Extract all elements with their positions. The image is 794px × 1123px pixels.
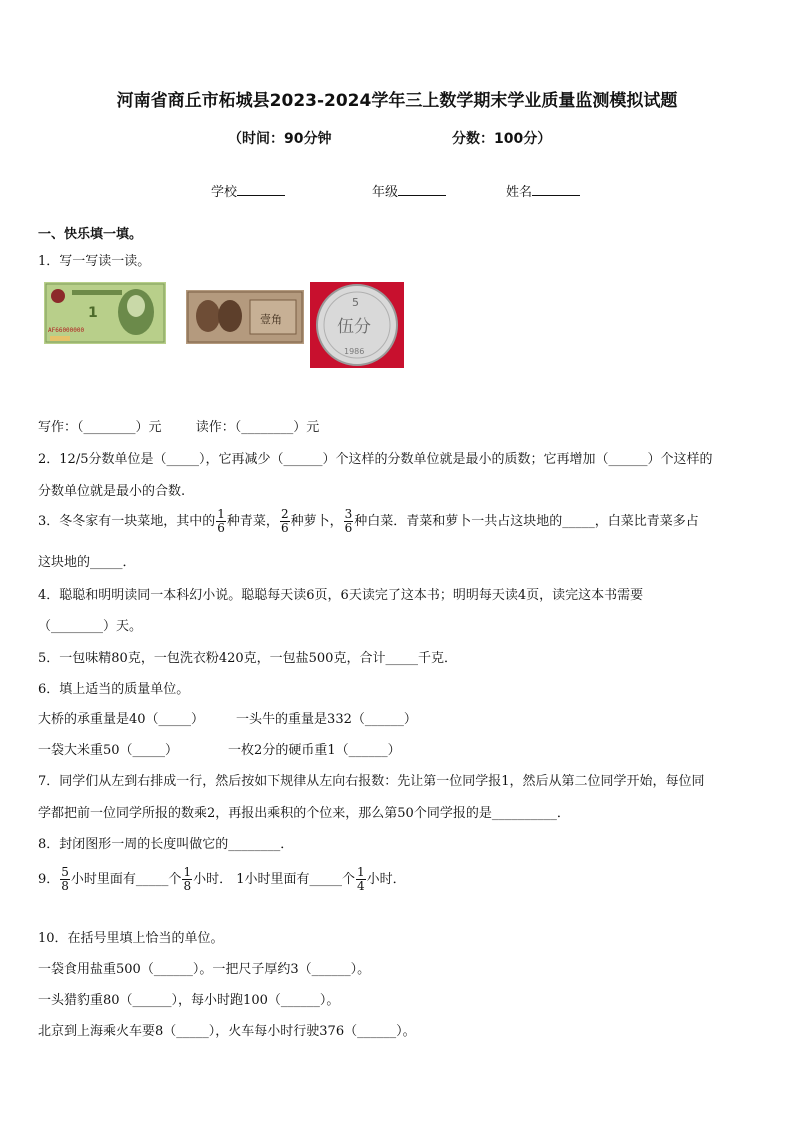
frac-den: 8	[61, 879, 69, 893]
fraction-1-6	[216, 508, 226, 535]
school-field[interactable]	[211, 181, 285, 200]
portrait-right-icon	[218, 300, 242, 332]
fraction-1-4	[356, 866, 366, 893]
q6-row2	[38, 739, 401, 758]
q3-text-a: 3．冬冬家有一块菜地，其中的	[38, 514, 216, 529]
q9-text-d: 小时．	[366, 872, 406, 887]
q6-d: 一枚2分的硬币重1（______）	[228, 743, 401, 758]
section-heading: 一、快乐填一填。	[38, 227, 143, 242]
q1-stem: 1．写一写读一读。	[38, 254, 151, 269]
school-label: 学校	[211, 185, 238, 200]
q2-line1: 2．12/5分数单位是（_____），它再减少（______）个这样的分数单位就是最小的质数；它再增加（______）个这样的	[38, 452, 713, 467]
frac-den: 4	[356, 879, 365, 893]
q10-stem: 10．在括号里填上恰当的单位。	[38, 931, 224, 946]
q10-line1: 一袋食用盐重500（______）。一把尺子厚约3（______）。	[38, 962, 371, 977]
frac-num: 2	[280, 507, 289, 521]
one-yuan-note-image	[44, 282, 166, 344]
q3-text-b: 种青菜，	[226, 514, 279, 529]
q1-write[interactable]: 写作：（________）元	[38, 420, 162, 435]
yuan-denomination: 1	[88, 305, 98, 321]
q6-c: 一袋大米重50（_____）	[38, 743, 179, 758]
emblem-icon	[51, 289, 65, 303]
yuan-note-strip	[50, 336, 70, 341]
q2-line2: 分数单位就是最小的合数.	[38, 484, 186, 499]
q6-row1	[38, 708, 417, 727]
jiao-label: 壹角	[260, 313, 282, 326]
q3-line1	[38, 508, 699, 535]
q10-line3: 北京到上海乘火车要8（_____），火车每小时行驶376（______）。	[38, 1024, 416, 1039]
exam-score: 分数：100分）	[452, 131, 552, 147]
q7-line1: 7．同学们从左到右排成一行，然后按如下规律从左向右报数：先让第一位同学报1，然后从第二位同学开始，每位同	[38, 774, 705, 789]
school-blank[interactable]	[237, 183, 285, 196]
q6-b: 一头牛的重量是332（______）	[236, 712, 417, 727]
q4-line1: 4．聪聪和明明读同一本科幻小说。聪聪每天读6页，6天读完了这本书；明明每天读4页，读完这本书需要	[38, 588, 644, 603]
q9	[38, 866, 406, 893]
yuan-note-header	[72, 290, 122, 295]
q7-line2: 学都把前一位同学所报的数乘2，再报出乘积的个位来，那么第50个同学报的是__________．	[38, 806, 570, 821]
q3-text-d: 种白菜．青菜和萝卜一共占这块地的_____，白菜比青菜多占	[354, 514, 699, 529]
exam-time: （时间：90分钟	[228, 131, 332, 147]
frac-den: 8	[183, 879, 192, 893]
frac-den: 6	[217, 521, 225, 535]
frac-num: 1	[217, 507, 225, 521]
fraction-1-8	[182, 866, 192, 893]
q6-stem: 6．填上适当的质量单位。	[38, 682, 190, 697]
five-fen-coin-image	[310, 282, 404, 368]
portrait-face-icon	[127, 295, 145, 317]
q9-text-c: 小时． 1小时里面有_____个	[193, 872, 355, 887]
frac-den: 6	[280, 521, 289, 535]
name-blank[interactable]	[532, 183, 580, 196]
fraction-5-8	[60, 866, 70, 893]
grade-blank[interactable]	[398, 183, 446, 196]
grade-field[interactable]	[372, 181, 446, 200]
q3-line2: 这块地的_____．	[38, 555, 136, 570]
coin-text: 伍分	[337, 317, 371, 337]
name-field[interactable]	[506, 181, 580, 200]
q8: 8．封闭图形一周的长度叫做它的________．	[38, 837, 294, 852]
q10-line2: 一头猎豹重80（______），每小时跑100（______）。	[38, 993, 340, 1008]
exam-title: 河南省商丘市柘城县2023-2024学年三上数学期末学业质量监测模拟试题	[116, 91, 678, 111]
q3-text-c: 种萝卜，	[290, 514, 343, 529]
q9-text-b: 小时里面有_____个	[70, 872, 182, 887]
grade-label: 年级	[372, 185, 399, 200]
q1-answer-row	[38, 416, 319, 435]
frac-num: 1	[183, 865, 192, 879]
fraction-2-6	[280, 508, 290, 535]
coin-value: 5	[352, 296, 359, 309]
frac-num: 5	[61, 865, 69, 879]
q4-line2: （________）天。	[38, 619, 143, 634]
yuan-serial: AF66000000	[48, 327, 85, 334]
portrait-left-icon	[196, 300, 220, 332]
q1-read[interactable]: 读作：（________）元	[195, 420, 320, 435]
fraction-3-6	[344, 508, 354, 535]
frac-num: 3	[344, 507, 353, 521]
frac-num: 1	[356, 865, 365, 879]
coin-year: 1986	[344, 347, 365, 356]
q9-text-a: 9．	[38, 872, 60, 887]
name-label: 姓名	[506, 185, 533, 200]
one-jiao-note-image	[186, 290, 304, 344]
frac-den: 6	[344, 521, 353, 535]
q6-a: 大桥的承重量是40（_____）	[38, 712, 205, 727]
q5: 5．一包味精80克，一包洗衣粉420克，一包盐500克，合计_____千克．	[38, 651, 457, 666]
